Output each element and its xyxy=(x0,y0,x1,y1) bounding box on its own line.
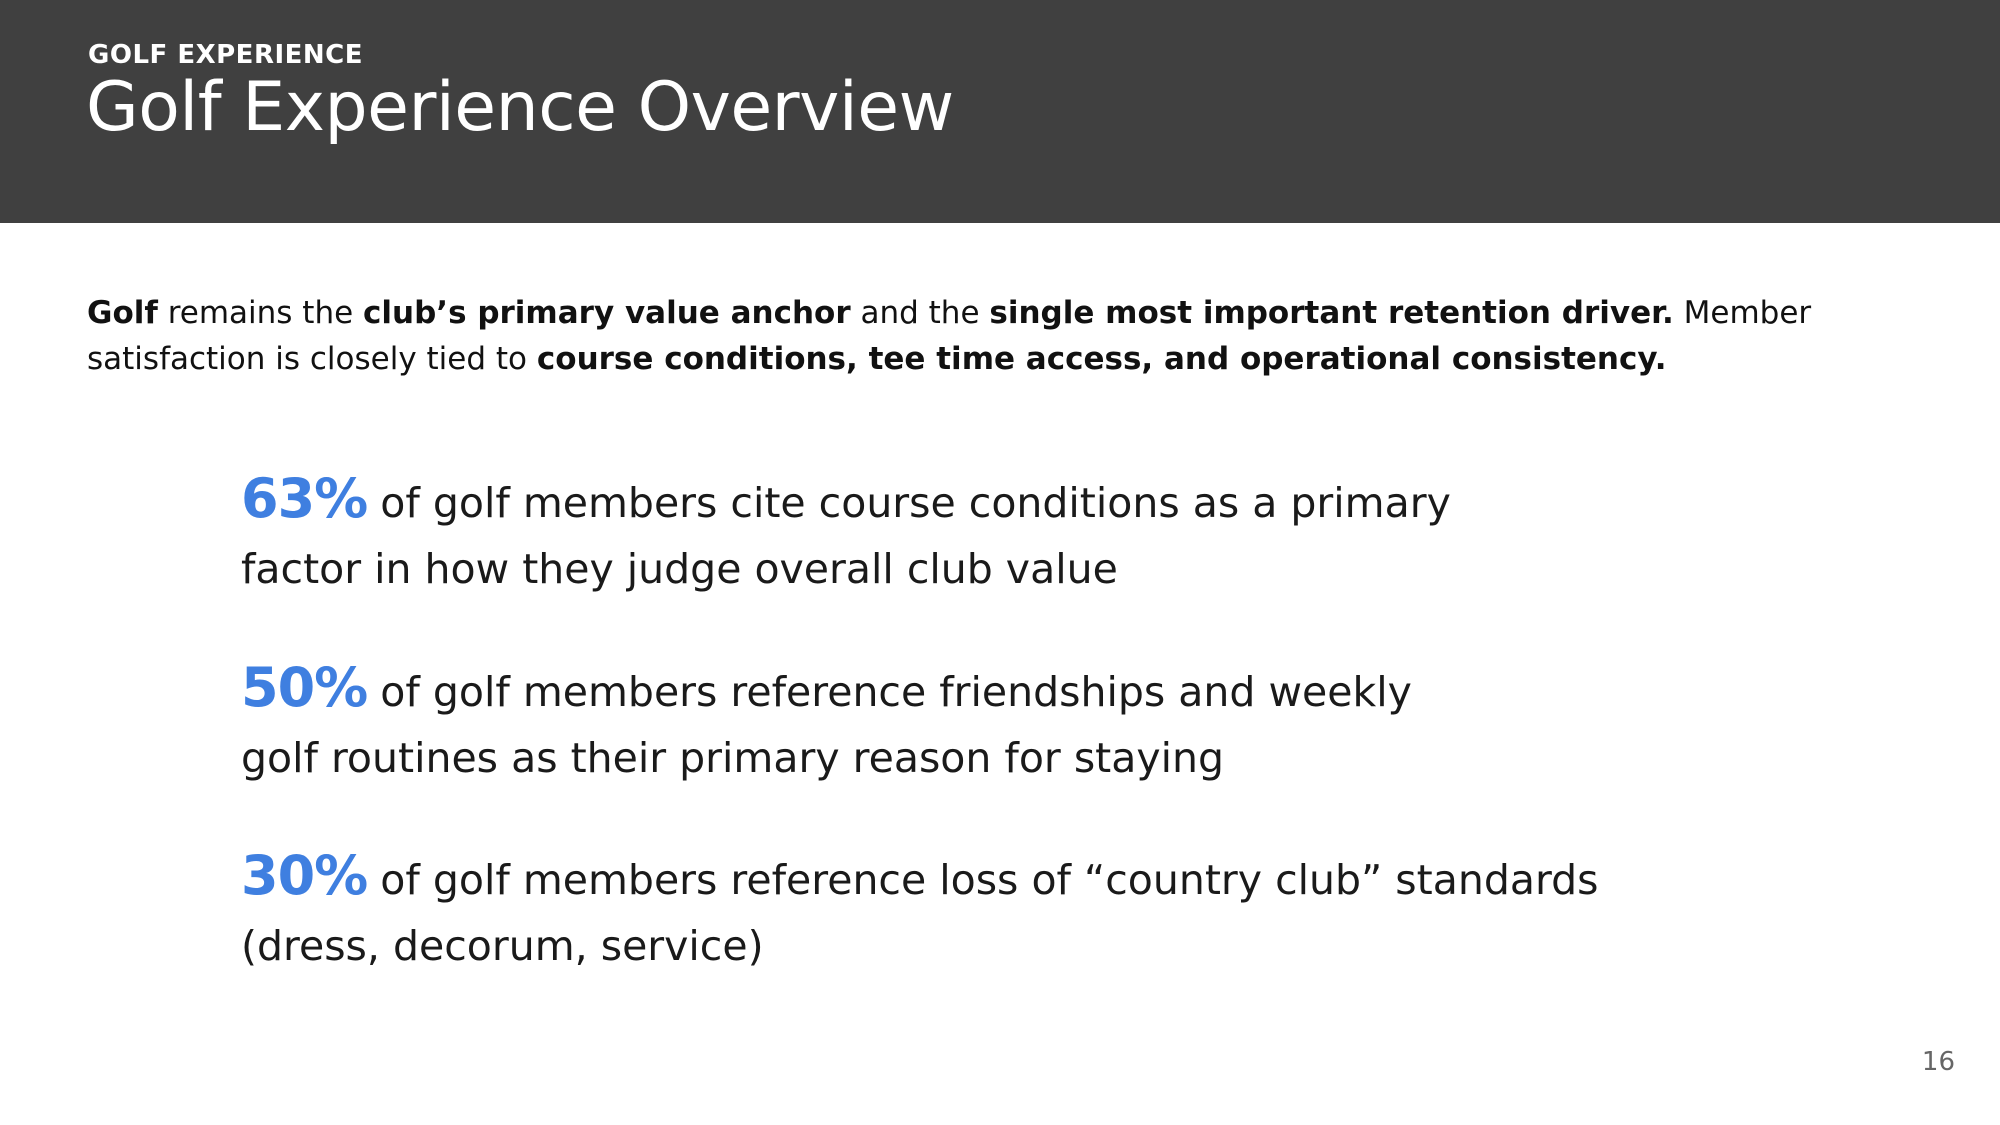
intro-text: and the xyxy=(850,295,990,331)
stat-percent: 50% xyxy=(241,656,368,719)
intro-line-2 xyxy=(87,336,1907,382)
stat-line-1 xyxy=(241,843,1841,913)
intro-text-golf: Golf xyxy=(87,295,158,331)
stat-item xyxy=(241,655,1841,791)
intro-line-1 xyxy=(87,290,1907,336)
intro-text: Member xyxy=(1673,295,1812,331)
intro-paragraph xyxy=(87,290,1907,382)
page-number: 16 xyxy=(1921,1047,1955,1077)
stat-line-2: (dress, decorum, service) xyxy=(241,922,764,970)
section-kicker: GOLF EXPERIENCE xyxy=(88,40,364,70)
stat-percent: 30% xyxy=(241,844,368,907)
intro-emphasis: club’s primary value anchor xyxy=(363,295,851,331)
stat-line-1 xyxy=(241,466,1841,536)
stat-line-1 xyxy=(241,655,1841,725)
stat-text: of golf members cite course conditions as a primary xyxy=(367,479,1451,527)
intro-text: satisfaction is closely tied to xyxy=(87,341,537,377)
slide-header xyxy=(0,0,2000,223)
stat-percent: 63% xyxy=(241,467,368,530)
stat-line-2: golf routines as their primary reason for staying xyxy=(241,734,1225,782)
stat-text: of golf members reference loss of “country club” standards xyxy=(367,856,1599,904)
page-title: Golf Experience Overview xyxy=(86,68,954,147)
stat-text: of golf members reference friendships and weekly xyxy=(367,668,1412,716)
stat-item xyxy=(241,466,1841,602)
stat-item xyxy=(241,843,1841,979)
stat-line-2: factor in how they judge overall club value xyxy=(241,545,1118,593)
intro-emphasis: single most important retention driver. xyxy=(989,295,1674,331)
intro-text: remains the xyxy=(157,295,364,331)
intro-emphasis: course conditions, tee time access, and operational consistency. xyxy=(536,341,1667,377)
